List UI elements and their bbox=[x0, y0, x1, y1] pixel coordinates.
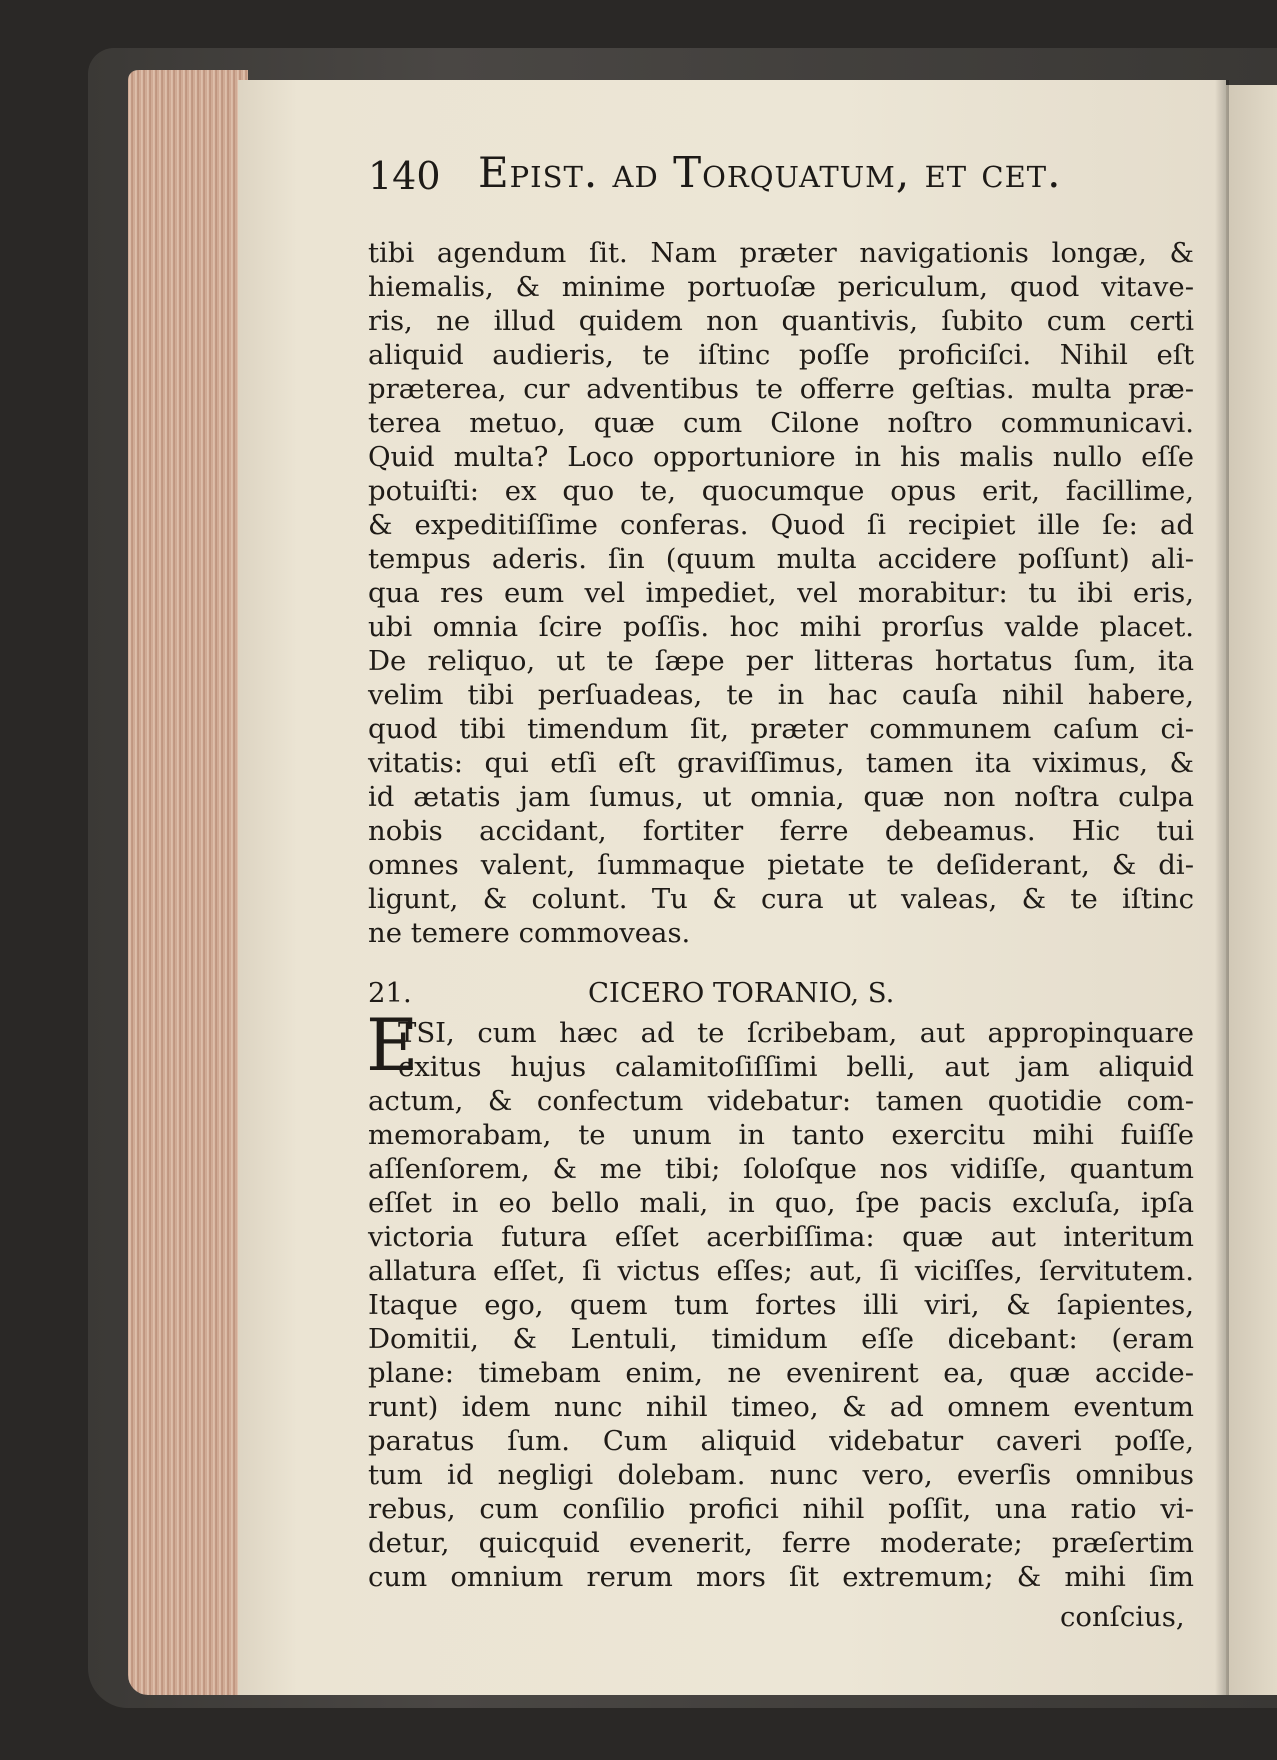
page-number: 140 bbox=[368, 154, 441, 198]
drop-cap: E bbox=[366, 1003, 419, 1087]
text-line: detur, quicquid evenerit, ferre moderate; præſertim bbox=[368, 1527, 1194, 1559]
text-line: velim tibi perſuadeas, te in hac cauſa nihil habere, bbox=[368, 679, 1194, 711]
text-line: runt) idem nunc nihil timeo, & ad omnem eventum bbox=[368, 1391, 1194, 1423]
text-line: rebus, cum conſilio profici nihil poſſit, una ratio vi- bbox=[368, 1493, 1194, 1525]
text-line: ris, ne illud quidem non quantivis, ſubito cum certi bbox=[368, 305, 1194, 337]
text-line: exitus hujus calamitoſiſſimi belli, aut jam aliquid bbox=[398, 1051, 1194, 1083]
text-line: potuiſti: ex quo te, quocumque opus erit, facillime, bbox=[368, 475, 1194, 507]
text-line: qua res eum vel impediet, vel morabitur: tu ibi eris, bbox=[368, 577, 1194, 609]
text-line: ubi omnia ſcire poſſis. hoc mihi prorſus valde placet. bbox=[368, 611, 1194, 643]
letter-heading: CICERO TORANIO, S. bbox=[588, 977, 895, 1009]
page-gutter-shadow bbox=[1215, 80, 1229, 1695]
text-line: ligunt, & colunt. Tu & cura ut valeas, & te iſtinc bbox=[368, 883, 1194, 915]
text-line: vitatis: qui etſi eſt graviſſimus, tamen ita viximus, & bbox=[368, 747, 1194, 779]
text-line: memorabam, te unum in tanto exercitu mihi fuiſſe bbox=[368, 1119, 1194, 1151]
text-line: omnes valent, ſummaque pietate te deſiderant, & di- bbox=[368, 849, 1194, 881]
text-line: tempus aderis. ſin (quum multa accidere poſſunt) ali- bbox=[368, 543, 1194, 575]
text-line: aſſenſorem, & me tibi; ſoloſque nos vidiſſe, quantum bbox=[368, 1153, 1194, 1185]
text-line: De reliquo, ut te ſæpe per litteras hortatus ſum, ita bbox=[368, 645, 1194, 677]
text-line: nobis accidant, fortiter ferre debeamus. Hic tui bbox=[368, 815, 1194, 847]
text-line: quod tibi timendum ſit, præter communem caſum ci- bbox=[368, 713, 1194, 745]
text-line: Quid multa? Loco opportuniore in his malis nullo eſſe bbox=[368, 441, 1194, 473]
text-line: tum id negligi dolebam. nunc vero, everſis omnibus bbox=[368, 1459, 1194, 1491]
text-line: Domitii, & Lentuli, timidum eſſe dicebant: (eram bbox=[368, 1323, 1194, 1355]
text-line: plane: timebam enim, ne evenirent ea, quæ accide- bbox=[368, 1357, 1194, 1389]
running-header bbox=[368, 148, 1198, 208]
text-line: TSI, cum hæc ad te ſcribebam, aut appropinquare bbox=[398, 1017, 1194, 1049]
text-line: aliquid audieris, te iſtinc poſſe proficiſci. Nihil eſt bbox=[368, 339, 1194, 371]
facing-page-edge bbox=[1222, 85, 1277, 1695]
text-line: ne temere commoveas. bbox=[368, 917, 691, 949]
text-line: præterea, cur adventibus te offerre geſtias. multa præ- bbox=[368, 373, 1194, 405]
text-line: eſſet in eo bello mali, in quo, ſpe pacis excluſa, ipſa bbox=[368, 1187, 1194, 1219]
running-title: Epist. ad Torquatum, et cet. bbox=[478, 148, 1062, 197]
catchword: conſcius, bbox=[1060, 1601, 1185, 1633]
text-line: tibi agendum ſit. Nam præter navigationis longæ, & bbox=[368, 237, 1194, 269]
letter-number: 21. bbox=[368, 977, 412, 1009]
text-line: id ætatis jam ſumus, ut omnia, quæ non noſtra culpa bbox=[368, 781, 1194, 813]
page-edges bbox=[128, 70, 248, 1695]
text-line: paratus ſum. Cum aliquid videbatur caveri poſſe, bbox=[368, 1425, 1194, 1457]
text-line: terea metuo, quæ cum Cilone noſtro communicavi. bbox=[368, 407, 1194, 439]
text-line: & expeditiſſime conferas. Quod ſi recipiet ille ſe: ad bbox=[368, 509, 1194, 541]
text-line: hiemalis, & minime portuoſæ periculum, quod vitave- bbox=[368, 271, 1194, 303]
text-line: actum, & confectum videbatur: tamen quotidie com- bbox=[368, 1085, 1194, 1117]
text-line: allatura eſſet, ſi victus eſſes; aut, ſi viciſſes, ſervitutem. bbox=[368, 1255, 1194, 1287]
text-line: Itaque ego, quem tum fortes illi viri, & ſapientes, bbox=[368, 1289, 1194, 1321]
text-line: cum omnium rerum mors ſit extremum; & mihi ſim bbox=[368, 1561, 1194, 1593]
text-line: victoria futura eſſet acerbiſſima: quæ aut interitum bbox=[368, 1221, 1194, 1253]
